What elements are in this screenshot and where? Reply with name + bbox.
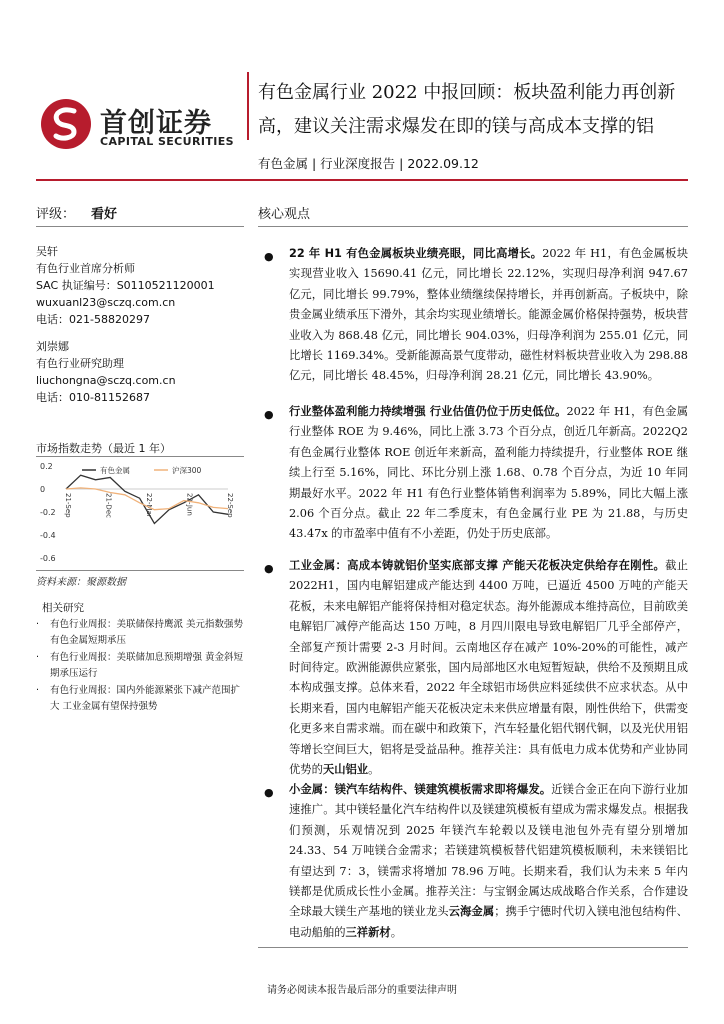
footer-rule [258,947,688,948]
bullet-body: 近镁合金正在向下游行业加速推广。其中镁轻量化汽车结构件以及镁建筑模板有望成为需求爆发点。根据我们预测，乐观情况到 2025 年镁汽车轮毂以及镁电池包外壳有望分别增加 24.33、54 万吨镁合金需求；若镁建筑模板替代铝建筑模板顺利，未来镁铝比有望达到 7：3，镁需求将增加 78.96 万吨。长期来看，我们认为未来 5 年内镁都是优质成长性小金属。推荐关注：与宝钢金属达成战略合作关系，合作建设全球最大镁生产基地的镁业龙头 [289,783,688,919]
related-research-title: 相关研究 [42,602,84,614]
x-tick-label: 21-Dec [104,493,113,518]
chart-title: 市场指数走势（最近 1 年） [36,442,171,455]
analyst-role: 有色行业研究助理 [36,357,124,370]
x-tick-label: 22-Sep [226,493,234,518]
rating-value: 看好 [91,207,118,222]
analyst-name: 刘崇娜 [36,340,69,353]
legend-label: 有色金属 [100,466,130,475]
recommended-stock: 天山铝业 [322,763,369,777]
header-rule [36,179,688,181]
bullet-body: 2022 年 H1，有色金属行业整体 ROE 为 9.46%，同比上涨 3.73 个百分点，创近几年新高。2022Q2 有色金属行业整体 ROE 创近年来新高，盈利能力持续提升，行业整体 ROE 继续上行至 5.16%，同比、环比分别上涨 1.68、0.78 个百分点，为近 10 年同期最好水平。2022 年 H1 有色行业整体销售利润率为 5.89%，同比大幅上涨 2.06 个百分点。截止 22 年二季度末，有色金属行业 PE 为 21.88，与历史 43.47x 的市盈率中值有不小差距，仍处于历史底部。 [289,405,688,541]
y-tick-label: -0.4 [40,531,56,540]
bullet-heading: 小金属：镁汽车结构件、镁建筑模板需求即将爆发。 [289,783,552,796]
analyst-license: SAC 执证编号：S0110521120001 [36,279,215,292]
bullet-paragraph [289,244,688,387]
related-item-text: 有色行业周报：美联储加息预期增强 黄金斜短期承压运行 [50,652,244,679]
related-item[interactable]: · 有色行业周报：国内外能源紧张下减产范围扩大 工业金属有望保持强势 [36,683,244,715]
analyst-email[interactable]: wuxuanl23@sczq.com.cn [36,296,176,309]
x-tick-label: 22-Jun [185,493,194,516]
recommended-stock: 云海金属 [448,905,495,919]
recommended-stock: 三祥新材 [345,925,391,939]
y-tick-label: -0.6 [40,554,56,563]
related-item-text: 有色行业周报：美联储保持鹰派 美元指数强势有色金属短期承压 [50,619,244,646]
bullet-icon: ● [264,786,274,799]
core-rule [258,226,688,227]
legend-label: 沪深300 [172,466,202,475]
company-logo-icon [40,98,92,150]
bullet-body: 2022 年 H1，有色金属板块实现营业收入 15690.41 亿元，同比增长 22.12%，实现归母净利润 947.67 亿元，同比增长 99.79%，整体业绩继续保持增长，并再创新高。子板块中，除贵金属业绩承压下滑外，其余均实现业绩增长。能源金属价格保持强势，板块营业收入为 868.48 亿元，同比增长 904.03%，归母净利润为 255.01 亿元，同比增长 1169.34%。受新能源高景气度带动，磁性材料板块营业收入为 298.88 亿元，同比增长 48.45%，归母净利润 28.21 亿元，同比增长 43.90%。 [289,247,688,383]
analyst-phone: 电话：010-81152687 [36,391,150,404]
report-subline: 有色金属 | 行业深度报告 | 2022.09.12 [258,156,479,171]
report-title: 有色金属行业 2022 中报回顾：板块盈利能力再创新高，建议关注需求爆发在即的镁与高成本支撑的铝 [258,82,676,137]
y-tick-label: 0.2 [40,462,53,471]
bullet-body: 截止 2022H1，国内电解铝建成产能达到 4400 万吨，已逼近 4500 万吨的产能天花板，未来电解铝产能将保持相对稳定状态。海外能源成本维持高位，目前欧美电解铝厂减停产能高达 150 万吨，8 月四川限电导致电解铝厂几乎全部停产，全部复产预计需要 2-3 月时间。云南地区存在减产 10%-20%的可能性，减产时间待定。欧洲能源供应紧张，国内局部地区水电短暂短缺，供给不及预期且成本构成强支撑。总体来看，2022 年全球铝市场供应料延续供不应求状态。从中长期来看，国内电解铝产能天花板决定未来供应增量有限，刚性供给下，供需变化更多来自需求端。而在碳中和政策下，汽车轻量化铝代钢代铜，以及光伏用铝等增长空间巨大，铝将是受益品种。推荐关注：具有低电力成本优势和产业协同优势的 [289,559,688,777]
rating-rule [36,226,244,227]
bullet-paragraph [289,402,688,545]
bullet-icon: ● [264,562,274,575]
logo-text-en: CAPITAL SECURITIES [100,135,234,148]
bullet-heading: 工业金属：高成本铸就铝价坚实底部支撑 产能天花板决定供给存在刚性。 [289,559,666,572]
bullet-heading: 22 年 H1 有色金属板块业绩亮眼，同比高增长。 [289,247,543,260]
bullet-paragraph: 工业金属：高成本铸就铝价坚实底部支撑 产能天花板决定供给存在刚性。截止 2022H1，国内电解铝建成产能达到 4400 万吨，已逼近 4500 万吨的产能天花板，未来电解铝产能将保持相对稳定状态。海外能源成本维持高位，目前欧美电解铝厂减停产能高达 150 万吨，8 月四川限电导致电解铝厂几乎全部停产，全部复产预计需要 2-3 月时间。云南地区存在减产 10%-20%的可能性，减产时间待定。欧洲能源供应紧张，国内局部地区水电短暂短缺，供给不及预期且成本构成强支撑。总体来看，2022 年全球铝市场供应料延续供不应求状态。从中长期来看，国内电解铝产能天花板决定未来供应增量有限，刚性供给下，供需变化更多来自需求端。而在碳中和政策下，汽车轻量化铝代钢代铜，以及光伏用铝等增长空间巨大，铝将是受益品种。推荐关注：具有低电力成本优势和产业协同优势的天山铝业。 [289,559,688,777]
chart-rule [36,456,244,457]
analyst-role: 有色行业首席分析师 [36,262,135,275]
analyst-email[interactable]: liuchongna@sczq.com.cn [36,374,176,387]
y-tick-label: 0 [40,485,46,494]
related-item[interactable]: · 有色行业周报：美联储加息预期增强 黄金斜短期承压运行 [36,650,244,682]
chart-bottom-rule [36,570,244,571]
bullet-icon: ● [264,408,274,421]
title-divider [247,72,249,140]
legal-notice: 请务必阅读本报告最后部分的重要法律声明 [267,985,457,996]
x-tick-label: 21-Sep [64,493,72,518]
analyst-name: 吴轩 [36,245,58,258]
rating [36,203,117,222]
bullet-heading: 行业整体盈利能力持续增强 行业估值仍位于历史低位。 [289,405,567,418]
rating-label: 评级： [36,207,76,222]
bullet-icon: ● [264,250,274,263]
market-index-chart [36,458,236,573]
y-tick-label: -0.2 [40,508,56,517]
logo-text-cn: 首创证券 [100,108,212,139]
related-item-text: 有色行业周报：国内外能源紧张下减产范围扩大 工业金属有望保持强势 [50,685,241,712]
x-tick-label: 22-Mar [145,493,153,518]
related-item[interactable]: · 有色行业周报：美联储保持鹰派 美元指数强势有色金属短期承压 [36,617,244,649]
analyst-phone: 电话：021-58820297 [36,313,150,326]
chart-source: 资料来源：聚源数据 [36,577,126,588]
bullet-paragraph: 小金属：镁汽车结构件、镁建筑模板需求即将爆发。近镁合金正在向下游行业加速推广。其中镁轻量化汽车结构件以及镁建筑模板有望成为需求爆发点。根据我们预测，乐观情况到 2025 年镁汽车轮毂以及镁电池包外壳有望分别增加 24.33、54 万吨镁合金需求；若镁建筑模板替代铝建筑模板顺利，未来镁铝比有望达到 7：3，镁需求将增加 78.96 万吨。长期来看，我们认为未来 5 年内镁都是优质成长性小金属。推荐关注：与宝钢金属达成战略合作关系，合作建设全球最大镁生产基地的镁业龙头云海金属；携手宁德时代切入镁电池包结构件、电动船舶的三祥新材。 [289,783,688,939]
core-viewpoint-title: 核心观点 [258,207,311,222]
